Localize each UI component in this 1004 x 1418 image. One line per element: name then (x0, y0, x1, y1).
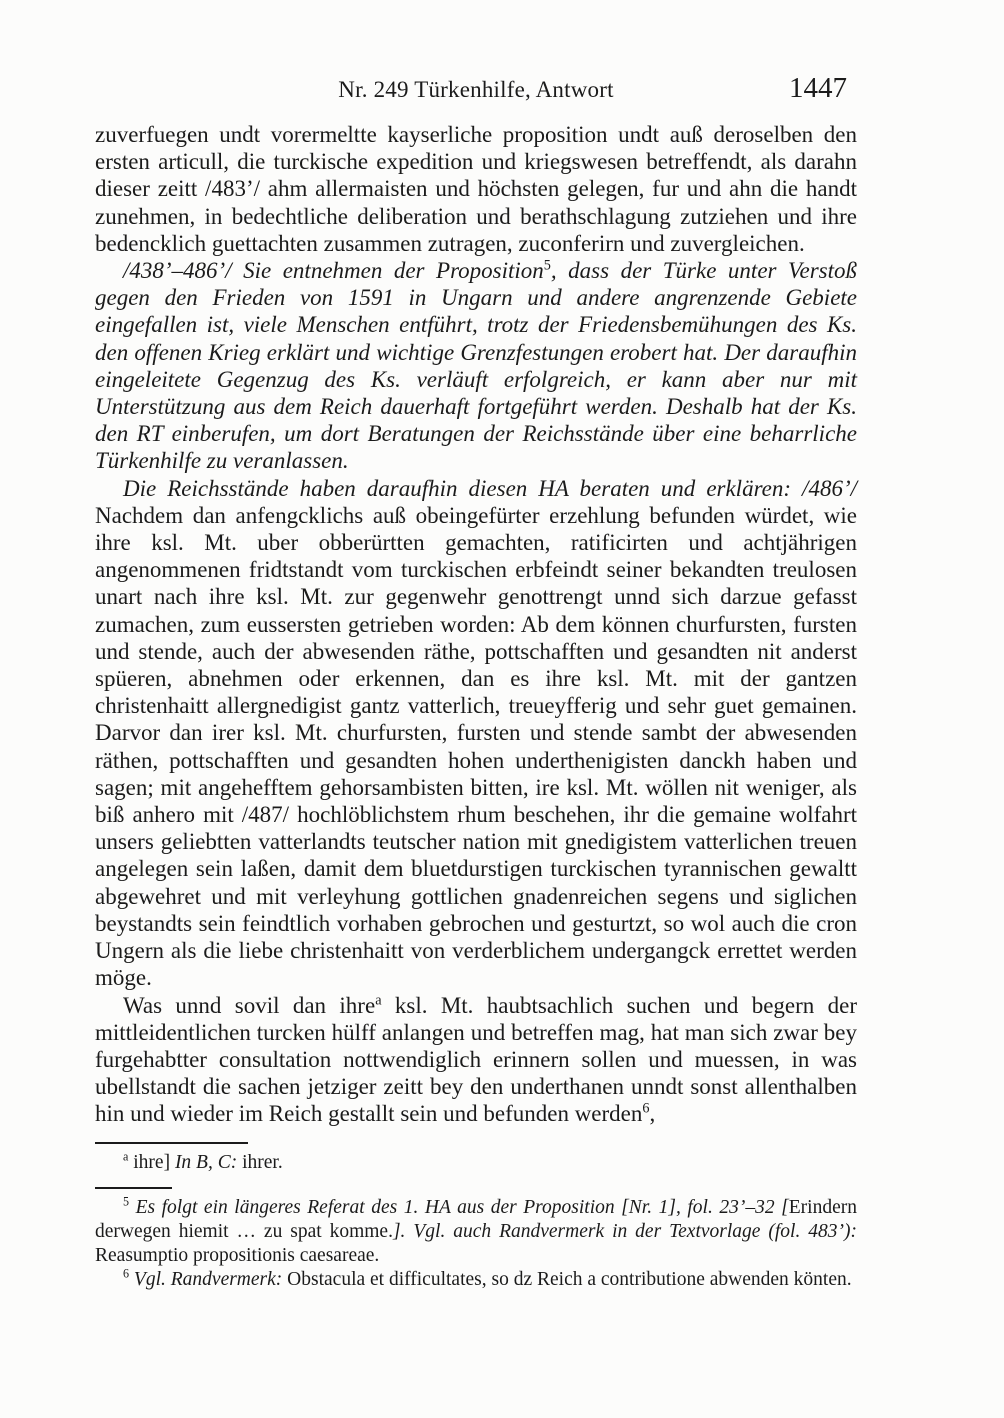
paragraph (95, 121, 857, 257)
footnote-marker: 6 (123, 1266, 130, 1281)
text-run-italic: ]. Vgl. auch Randvermerk in der Textvorlage (fol. 483’): (392, 1221, 857, 1243)
paragraph (95, 257, 857, 475)
footnotes-commentary (95, 1187, 857, 1291)
running-header (95, 72, 857, 106)
text-run-roman: ihrer. (242, 1151, 283, 1173)
text-run-roman: Reasumptio propositionis caesareae. (95, 1244, 380, 1266)
page-number: 1447 (789, 72, 847, 104)
footnote-separator (95, 1187, 172, 1189)
footnote-entries (95, 1196, 857, 1291)
text-run-italic: , dass der Türke unter Verstoß gegen den Frieden von 1591 in Ungarn und andere angrenzende Gebiete eingefallen ist, viele Menschen entführt, trotz der Friedensbemühungen des Ks. den offenen Krieg erklärt und wichtige Grenzfestungen erobert hat. Der daraufhin eingeleitete Gegenzug des Ks. verläuft erfolgreich, er kann aber nur mit Unterstützung aus dem Reich dauerhaft fortgeführt werden. Deshalb hat der Ks. den RT einberufen, um dort Beratungen der Reichsstände über eine beharrliche Türkenhilfe zu veranlassen. (95, 258, 857, 474)
text-run-roman: Obstacula et difficultates, so dz Reich a contributione abwenden könten. (287, 1268, 852, 1290)
paragraph (95, 475, 857, 992)
text-run-roman: , (649, 1101, 656, 1127)
text-run-italic: In B, C: (174, 1151, 243, 1173)
text-run-italic: Die Reichsstände haben daraufhin diesen HA beraten und erklären: /486’/ (123, 475, 857, 501)
footnote (95, 1196, 857, 1267)
footnote (95, 1268, 857, 1292)
apparatus-entries (95, 1151, 857, 1175)
text-run-roman: Nachdem dan anfengcklichs auß obeingefürter erzehlung befunden würdet, wie ihre ksl. Mt. uber obberürtten gemachten, ratificirten und achtjährigen angenommenen fridtstandt vom turckischen erbfeindt seiner bekandten treulosen unart nach ihre ksl. Mt. zur gegenwehr genottrengt unnd sich darzue gefasst zumachen, zum eussersten getrieben worden: Ab dem können churfursten, fursten und stende, auch der abwesenden räthe, pottschafften und gesandten nit anderst spüeren, abnehmen oder erkennen, dan es ihre ksl. Mt. mit der gantzen christenhaitt allergnedigist gantz vatterlich, treueyfferig und sehr guet gemainen. Darvor dan irer ksl. Mt. churfursten, fursten und stende sambt der abwesenden räthen, pottschafften und gesandten hohen underthenigisten danckh haben und sagen; mit angehefftem gehorsambisten bitten, ire ksl. Mt. wöllen nit weniger, als biß anhero mit /487/ hochlöblichstem rhum beschehen, ihr die gemaine wolfahrt unsers geliebtten vatterlandts teutscher nation mit gnedigistem vatterlichen treuen angelegen sein laßen, damit dem bluetdurstigen turckischen tyrannischen gewaltt abgewehret und mit verleyhung gottlichen gnadenreichen segens und siglichen beystandts sein feindtlich vorhaben gebrochen und gesturtzt, so wol auch die cron Ungern als die liebe christenhaitt von verderblichem undergangck errettet werden möge. (95, 502, 857, 991)
footnote-marker: 5 (543, 257, 551, 274)
footnote-marker: a (123, 1149, 129, 1164)
running-header-title: Nr. 249 Türkenhilfe, Antwort (338, 77, 614, 102)
paragraph (95, 992, 857, 1128)
footnote-marker: 6 (642, 1100, 650, 1117)
footnote-marker: a (375, 991, 382, 1008)
text-run-italic: /438’–486’/ Sie entnehmen der Proposition (123, 258, 544, 284)
text-run-roman: zuverfuegen undt vorermeltte kayserliche proposition undt auß deroselben den ersten articull, die turckische expedition und kriegswesen betreffendt, als darahn dieser zeitt /483’/ ahm allermaisten und höchsten gelegen, fur und ahn die handt zunehmen, in bedechtliche deliberation und berathschlagung zutziehen und ihre bedencklich guettachten zusammen zutragen, zuconferirn und zuvergleichen. (95, 122, 857, 256)
apparatus-variants (95, 1142, 857, 1175)
text-run-roman: Was unnd sovil dan ihre (123, 992, 376, 1018)
text-run-italic: Vgl. Randvermerk: (129, 1268, 288, 1290)
variant-note (95, 1151, 857, 1175)
apparatus-separator (95, 1142, 248, 1144)
text-run-roman: ihre] (128, 1151, 175, 1173)
footnote-marker: 5 (123, 1194, 130, 1209)
text-run-roman: ksl. Mt. haubtsachlich suchen und begern der mittleidentlichen turcken hülff anlangen und betreffen mag, hat man sich zwar bey furgehabtter consultation nottwendiglich erinnern sollen und muessen, in was ubellstandt die sachen jetziger zeitt bey den underthanen unndt sonst allenthalben hin und wieder im Reich gestallt sein und befunden werden (95, 992, 857, 1127)
text-run-roman: Erindern derwegen hiemit … zu spat komme. (95, 1197, 857, 1243)
main-text (95, 121, 857, 1128)
text-run-italic: Es folgt ein längeres Referat des 1. HA aus der Proposition [Nr. 1], fol. 23’–32 [ (129, 1197, 789, 1219)
